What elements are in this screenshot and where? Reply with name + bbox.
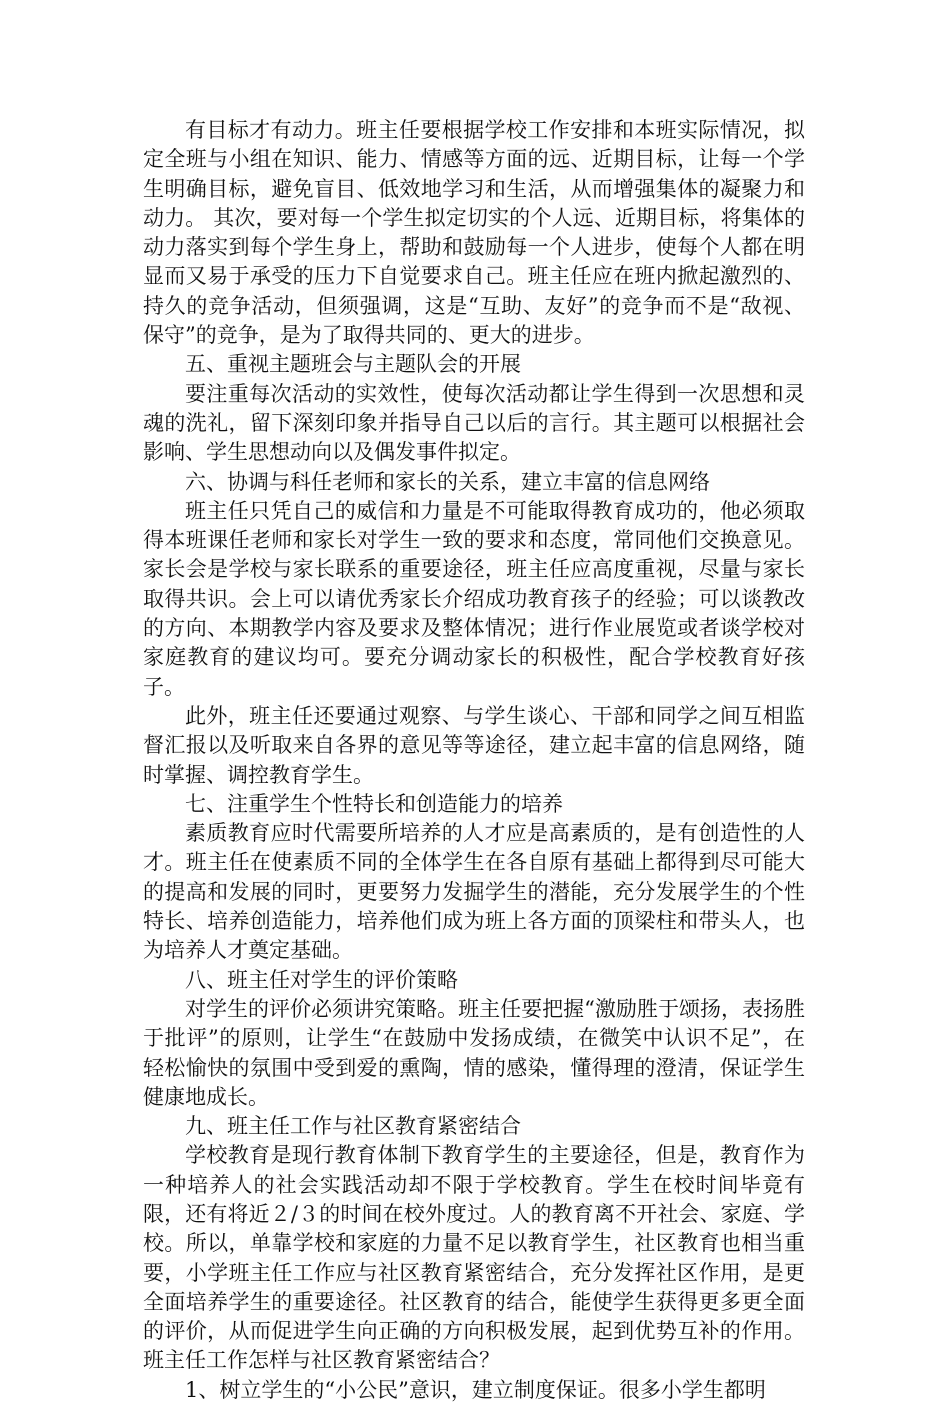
paragraph-item-1: 1、树立学生的“小公民”意识，建立制度保证。很多小学生都明 — [185, 1377, 766, 1402]
paragraph-section-7: 素质教育应时代需要所培养的人才应是高素质的，是有创造性的人才。班主任在使素质不同的全体学生在各自原有基础上都得到尽可能大的提高和发展的同时，更要努力发掘学生的潜能，充分发展学生的个性特长、培养创造能力，培养他们成为班上各方面的顶梁柱和带头人，也为培养人才奠定基础。 — [143, 821, 805, 963]
paragraph-goals: 有目标才有动力。班主任要根据学校工作安排和本班实际情况，拟定全班与小组在知识、能力、情感等方面的远、近期目标，让每一个学生明确目标，避免盲目、低效地学习和生活，从而增强集体的凝聚力和动力。 其次，要对每一个学生拟定切实的个人远、近期目标，将集体的动力落实到每个学生身上，帮助和鼓励每一个人进步，使每个人都在明显而又易于承受的压力下自觉要求自己。班主任应在班内掀起激烈的、持久的竞争活动，但须强调，这是“互助、友好”的竞争而不是“敌视、保守”的竞争，是为了取得共同的、更大的进步。 — [143, 118, 805, 348]
heading-section-9: 九、班主任工作与社区教育紧密结合 — [185, 1114, 521, 1139]
paragraph-section-6-b: 此外，班主任还要通过观察、与学生谈心、干部和同学之间互相监督汇报以及听取来自各界的意见等等途径，建立起丰富的信息网络，随时掌握、调控教育学生。 — [143, 703, 805, 787]
paragraph-section-5: 要注重每次活动的实效性，使每次活动都让学生得到一次思想和灵魂的洗礼，留下深刻印象并指导自己以后的言行。其主题可以根据社会影响、学生思想动向以及偶发事件拟定。 — [143, 381, 805, 465]
heading-section-7: 七、注重学生个性特长和创造能力的培养 — [185, 791, 563, 816]
heading-section-5: 五、重视主题班会与主题队会的开展 — [185, 352, 521, 377]
heading-section-8: 八、班主任对学生的评价策略 — [185, 967, 458, 992]
paragraph-section-8: 对学生的评价必须讲究策略。班主任要把握“激励胜于颂扬，表扬胜于批评”的原则，让学生“在鼓励中发扬成绩，在微笑中认识不足”，在轻松愉快的氛围中受到爱的熏陶，情的感染，懂得理的澄清，保证学生健康地成长。 — [143, 996, 805, 1109]
heading-section-6: 六、协调与科任老师和家长的关系，建立丰富的信息网络 — [185, 469, 710, 494]
paragraph-section-9: 学校教育是现行教育体制下教育学生的主要途径，但是，教育作为一种培养人的社会实践活动却不限于学校教育。学生在校时间毕竟有限，还有将近２/３的时间在校外度过。人的教育离不开社会、家庭、学校。所以，单靠学校和家庭的力量不足以教育学生，社区教育也相当重要，小学班主任工作应与社区教育紧密结合，充分发挥社区作用，是更全面培养学生的重要途径。社区教育的结合，能使学生获得更多更全面的评价，从而促进学生向正确的方向积极发展，起到优势互补的作用。班主任工作怎样与社区教育紧密结合？ — [143, 1143, 805, 1373]
document-body — [143, 116, 805, 1405]
paragraph-section-6-a: 班主任只凭自己的威信和力量是不可能取得教育成功的，他必须取得本班课任老师和家长对学生一致的要求和态度，常同他们交换意见。 家长会是学校与家长联系的重要途径，班主任应高度重视，尽量与家长取得共识。会上可以请优秀家长介绍成功教育孩子的经验；可以谈教改的方向、本期教学内容及要求及整体情况；进行作业展览或者谈学校对家庭教育的建议均可。要充分调动家长的积极性，配合学校教育好孩子。 — [143, 498, 805, 699]
